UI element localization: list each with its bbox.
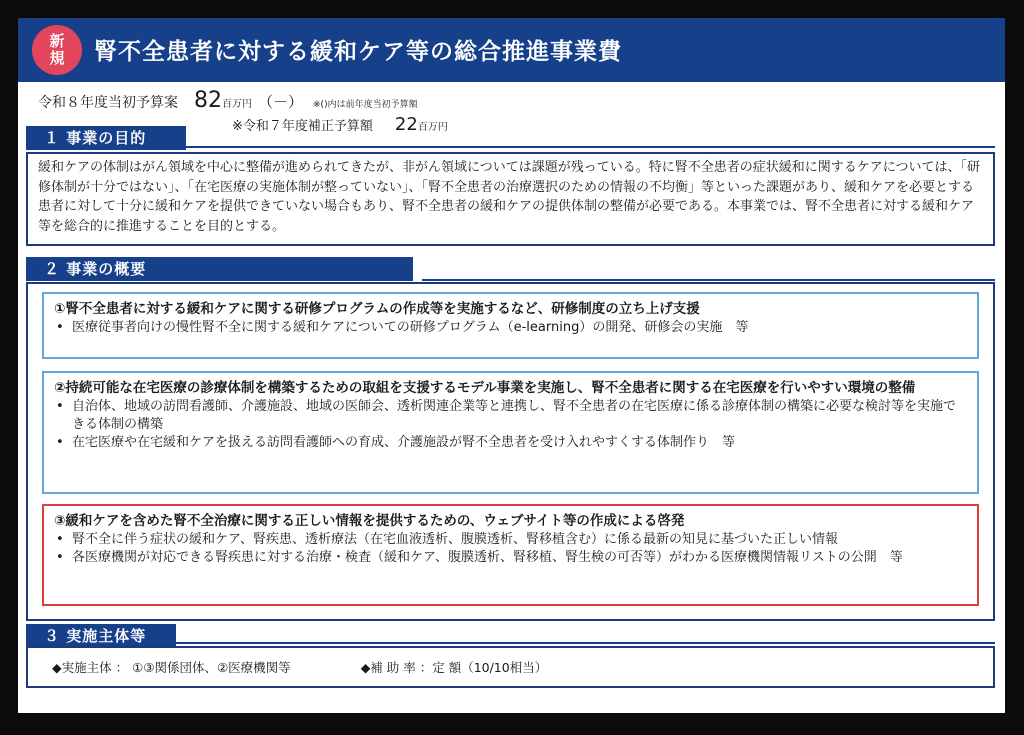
implementation-entity: ◆実施主体 ： ①③関係団体、②医療機関等 bbox=[52, 660, 291, 675]
overview-item-title: ③緩和ケアを含めた腎不全治療に関する正しい情報を提供するための、ウェブサイト等の作成による啓発 bbox=[54, 513, 685, 529]
supp-budget-unit: 百万円 bbox=[417, 122, 448, 133]
slide bbox=[18, 18, 1005, 713]
overview-item-3 bbox=[42, 504, 979, 606]
section-purpose-rule bbox=[186, 146, 995, 148]
overview-bullet: • 在宅医療や在宅緩和ケアを扱える訪問看護師への育成、介護施設が腎不全患者を受け入れやすくする体制作り 等 bbox=[54, 434, 967, 452]
badge-line2: 規 bbox=[49, 49, 65, 67]
budget-unit: 百万円 bbox=[222, 99, 252, 110]
implementation-rate: ◆補 助 率 ：定 額（10/10相当） bbox=[360, 660, 548, 675]
section-overview-rule bbox=[422, 279, 995, 281]
supp-budget-label: ※令和７年度補正予算額 bbox=[232, 119, 373, 134]
implementation-row bbox=[52, 648, 547, 686]
purpose-frame bbox=[26, 152, 995, 246]
section-purpose-label: １ 事業の目的 bbox=[26, 126, 186, 150]
budget-amount: 82 bbox=[194, 88, 222, 113]
header-bar bbox=[18, 18, 1005, 82]
section-overview-label: ２ 事業の概要 bbox=[26, 257, 413, 281]
section-implementation-label: ３ 実施主体等 bbox=[26, 624, 176, 648]
new-badge bbox=[32, 25, 82, 75]
supp-budget-line bbox=[232, 114, 448, 135]
budget-prev: （－） bbox=[258, 93, 304, 111]
supp-budget-amount: 22 bbox=[394, 114, 418, 135]
implementation-frame bbox=[26, 646, 995, 688]
overview-bullet: • 各医療機関が対応できる腎疾患に対する治療・検査（緩和ケア、腹膜透析、腎移植、腎生検の可否等）がわかる医療機関情報リストの公開 等 bbox=[54, 549, 967, 567]
overview-item-title: ②持続可能な在宅医療の診療体制を構築するための取組を支援するモデル事業を実施し、腎不全患者に関する在宅医療を行いやすい環境の整備 bbox=[54, 380, 916, 396]
budget-line bbox=[38, 88, 418, 113]
overview-bullet: • 自治体、地域の訪問看護師、介護施設、地域の医師会、透析関連企業等と連携し、腎不全患者の在宅医療に係る診療体制の構築に必要な検討等を実施できる体制の構築 bbox=[54, 398, 967, 434]
budget-note: ※()内は前年度当初予算額 bbox=[313, 100, 418, 110]
overview-bullet: • 腎不全に伴う症状の緩和ケア、腎疾患、透析療法（在宅血液透析、腹膜透析、腎移植含む）に係る最新の知見に基づいた正しい情報 bbox=[54, 531, 967, 549]
page-title: 腎不全患者に対する緩和ケア等の総合推進事業費 bbox=[94, 39, 622, 65]
badge-line1: 新 bbox=[49, 32, 65, 50]
section-implementation-rule bbox=[176, 642, 995, 644]
overview-item-1 bbox=[42, 292, 979, 359]
purpose-text: 緩和ケアの体制はがん領域を中心に整備が進められてきたが、非がん領域については課題が残っている。特に腎不全患者の症状緩和に関するケアについては、「研修体制が十分ではない」、「在宅医療の実施体制が整っていない」、「腎不全患者の治療選択のための情報の不均衡」等といった課題があり、緩和ケアを必要とする患者に対して十分に緩和ケアを提供できていない場合もあり、腎不全患者の緩和ケアの提供体制の整備が必要である。本事業では、腎不全患者に対する緩和ケア等を総合的に推進することを目的とする。 bbox=[38, 160, 980, 234]
overview-bullet: • 医療従事者向けの慢性腎不全に関する緩和ケアについての研修プログラム（e-learning）の開発、研修会の実施 等 bbox=[54, 319, 967, 337]
overview-item-2 bbox=[42, 371, 979, 494]
budget-label: 令和８年度当初予算案 bbox=[38, 95, 178, 111]
overview-item-title: ①腎不全患者に対する緩和ケアに関する研修プログラムの作成等を実施するなど、研修制度の立ち上げ支援 bbox=[54, 301, 700, 317]
